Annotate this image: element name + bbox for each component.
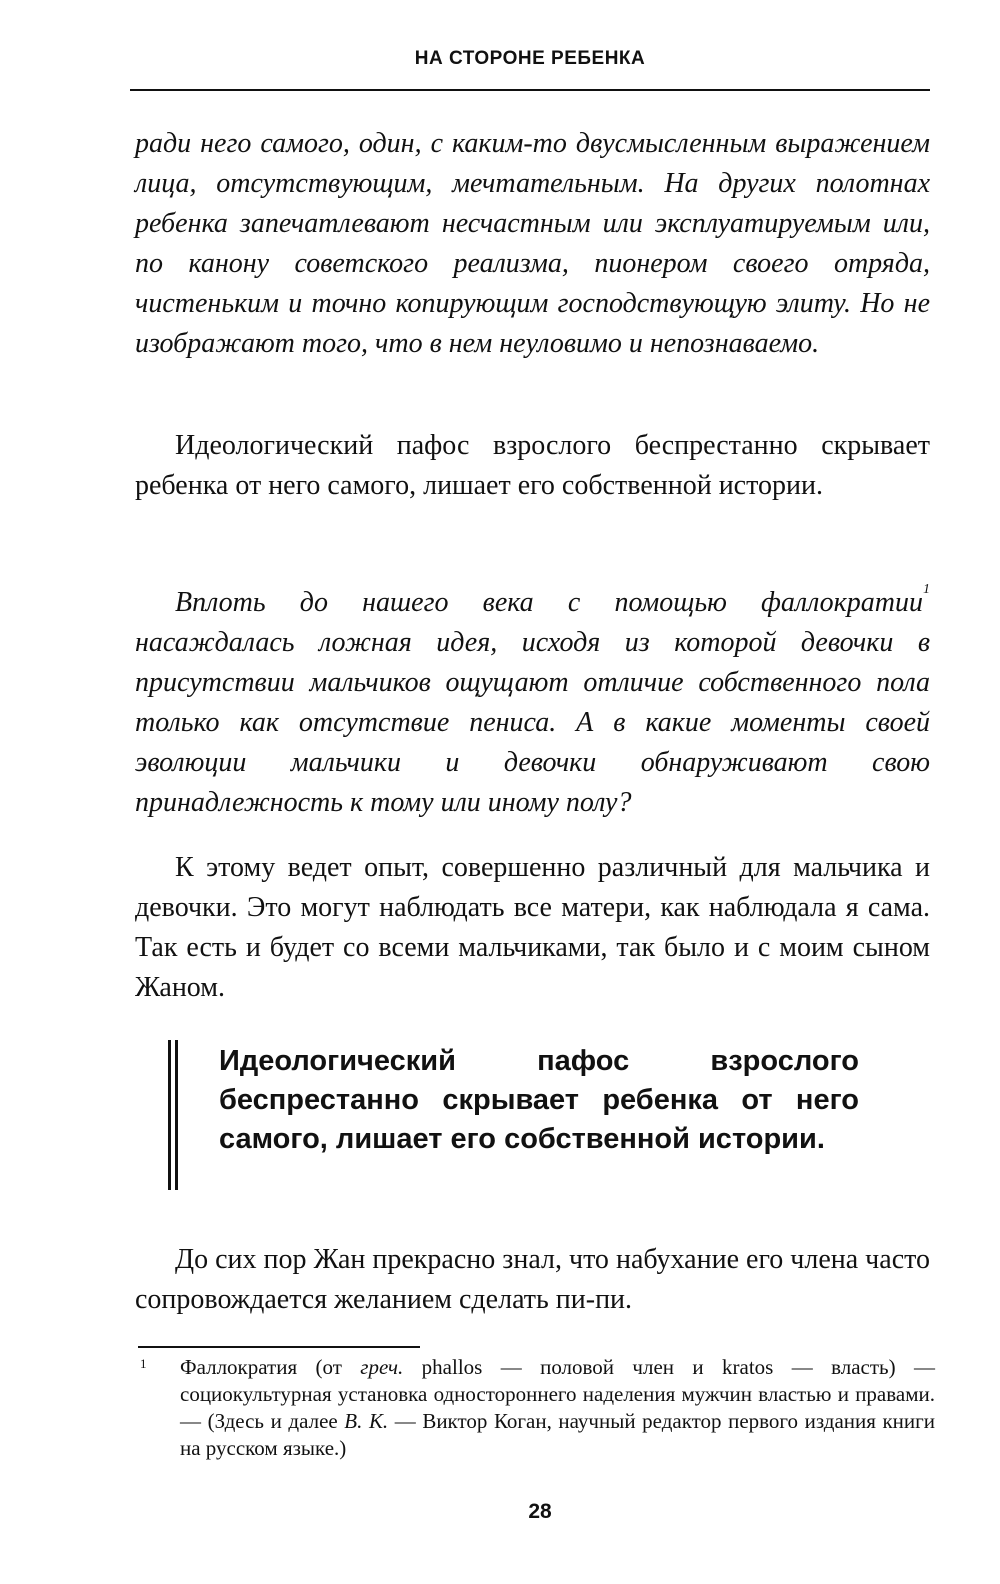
footnote-reference[interactable]: 1 bbox=[923, 582, 930, 597]
paragraph-2: Идеологический пафос взрослого беспрестанно скрывает ребенка от него самого, лишает его собственной истории. bbox=[135, 430, 930, 501]
header-rule bbox=[130, 89, 930, 91]
paragraph-3-start: Вплоть до нашего века с помощью фаллократии bbox=[175, 587, 923, 618]
pull-quote-text: Идеологический пафос взрослого беспрестанно скрывает ребенка от него самого, лишает его собственной истории. bbox=[219, 1045, 859, 1155]
paragraph-5: До сих пор Жан прекрасно знал, что набухание его члена часто сопровождается желанием сделать пи-пи. bbox=[135, 1244, 930, 1315]
footnote-mark: 1 bbox=[140, 1356, 147, 1371]
footnote-rule bbox=[138, 1346, 420, 1348]
footnote-part-2: греч. bbox=[360, 1355, 404, 1379]
running-head: НА СТОРОНЕ РЕБЕНКА bbox=[414, 48, 646, 69]
footnote-text bbox=[180, 1354, 935, 1462]
paragraph-italic-3 bbox=[135, 583, 930, 823]
footnote-part-5: — Виктор Коган, научный редактор первого издания книги на русском языке.) bbox=[180, 1409, 936, 1460]
page-number: 28 bbox=[528, 1500, 552, 1523]
footnote bbox=[140, 1354, 935, 1462]
paragraph-4: К этому ведет опыт, совершенно различный для мальчика и девочки. Это могут наблюдать все матери, как наблюдала я сама. Так есть и будет со всеми мальчиками, так было и с моим сыном Жаном. bbox=[135, 852, 930, 1003]
footnote-part-4: В. К. bbox=[344, 1409, 389, 1433]
paragraph-3-rest: насаждалась ложная идея, исходя из которой девочки в присутствии мальчиков ощущают отличие собственного пола только как отсутствие пениса. А в какие моменты своей эволюции мальчики и девочки обнаруживают свою принадлежность к тому или иному полу? bbox=[135, 627, 930, 818]
footnote-part-3: phallos — половой член и kratos — власть) — социокультурная установка одностороннего наделения мужчин властью и правами. — (Здесь и далее bbox=[180, 1355, 935, 1433]
paragraph-italic-1: ради него самого, один, с каким-то двусмысленным выражением лица, отсутствующим, мечтательным. На других полотнах ребенка запечатлевают несчастным или эксплуатируемым или, по канону советского реализма, пионером своего отряда, чистеньким и точно копирующим господствующую элиту. Но не изображают того, что в нем неуловимо и непознаваемо. bbox=[135, 128, 930, 359]
pull-quote bbox=[168, 1040, 871, 1190]
footnote-part-1: Фаллократия (от bbox=[180, 1355, 361, 1379]
